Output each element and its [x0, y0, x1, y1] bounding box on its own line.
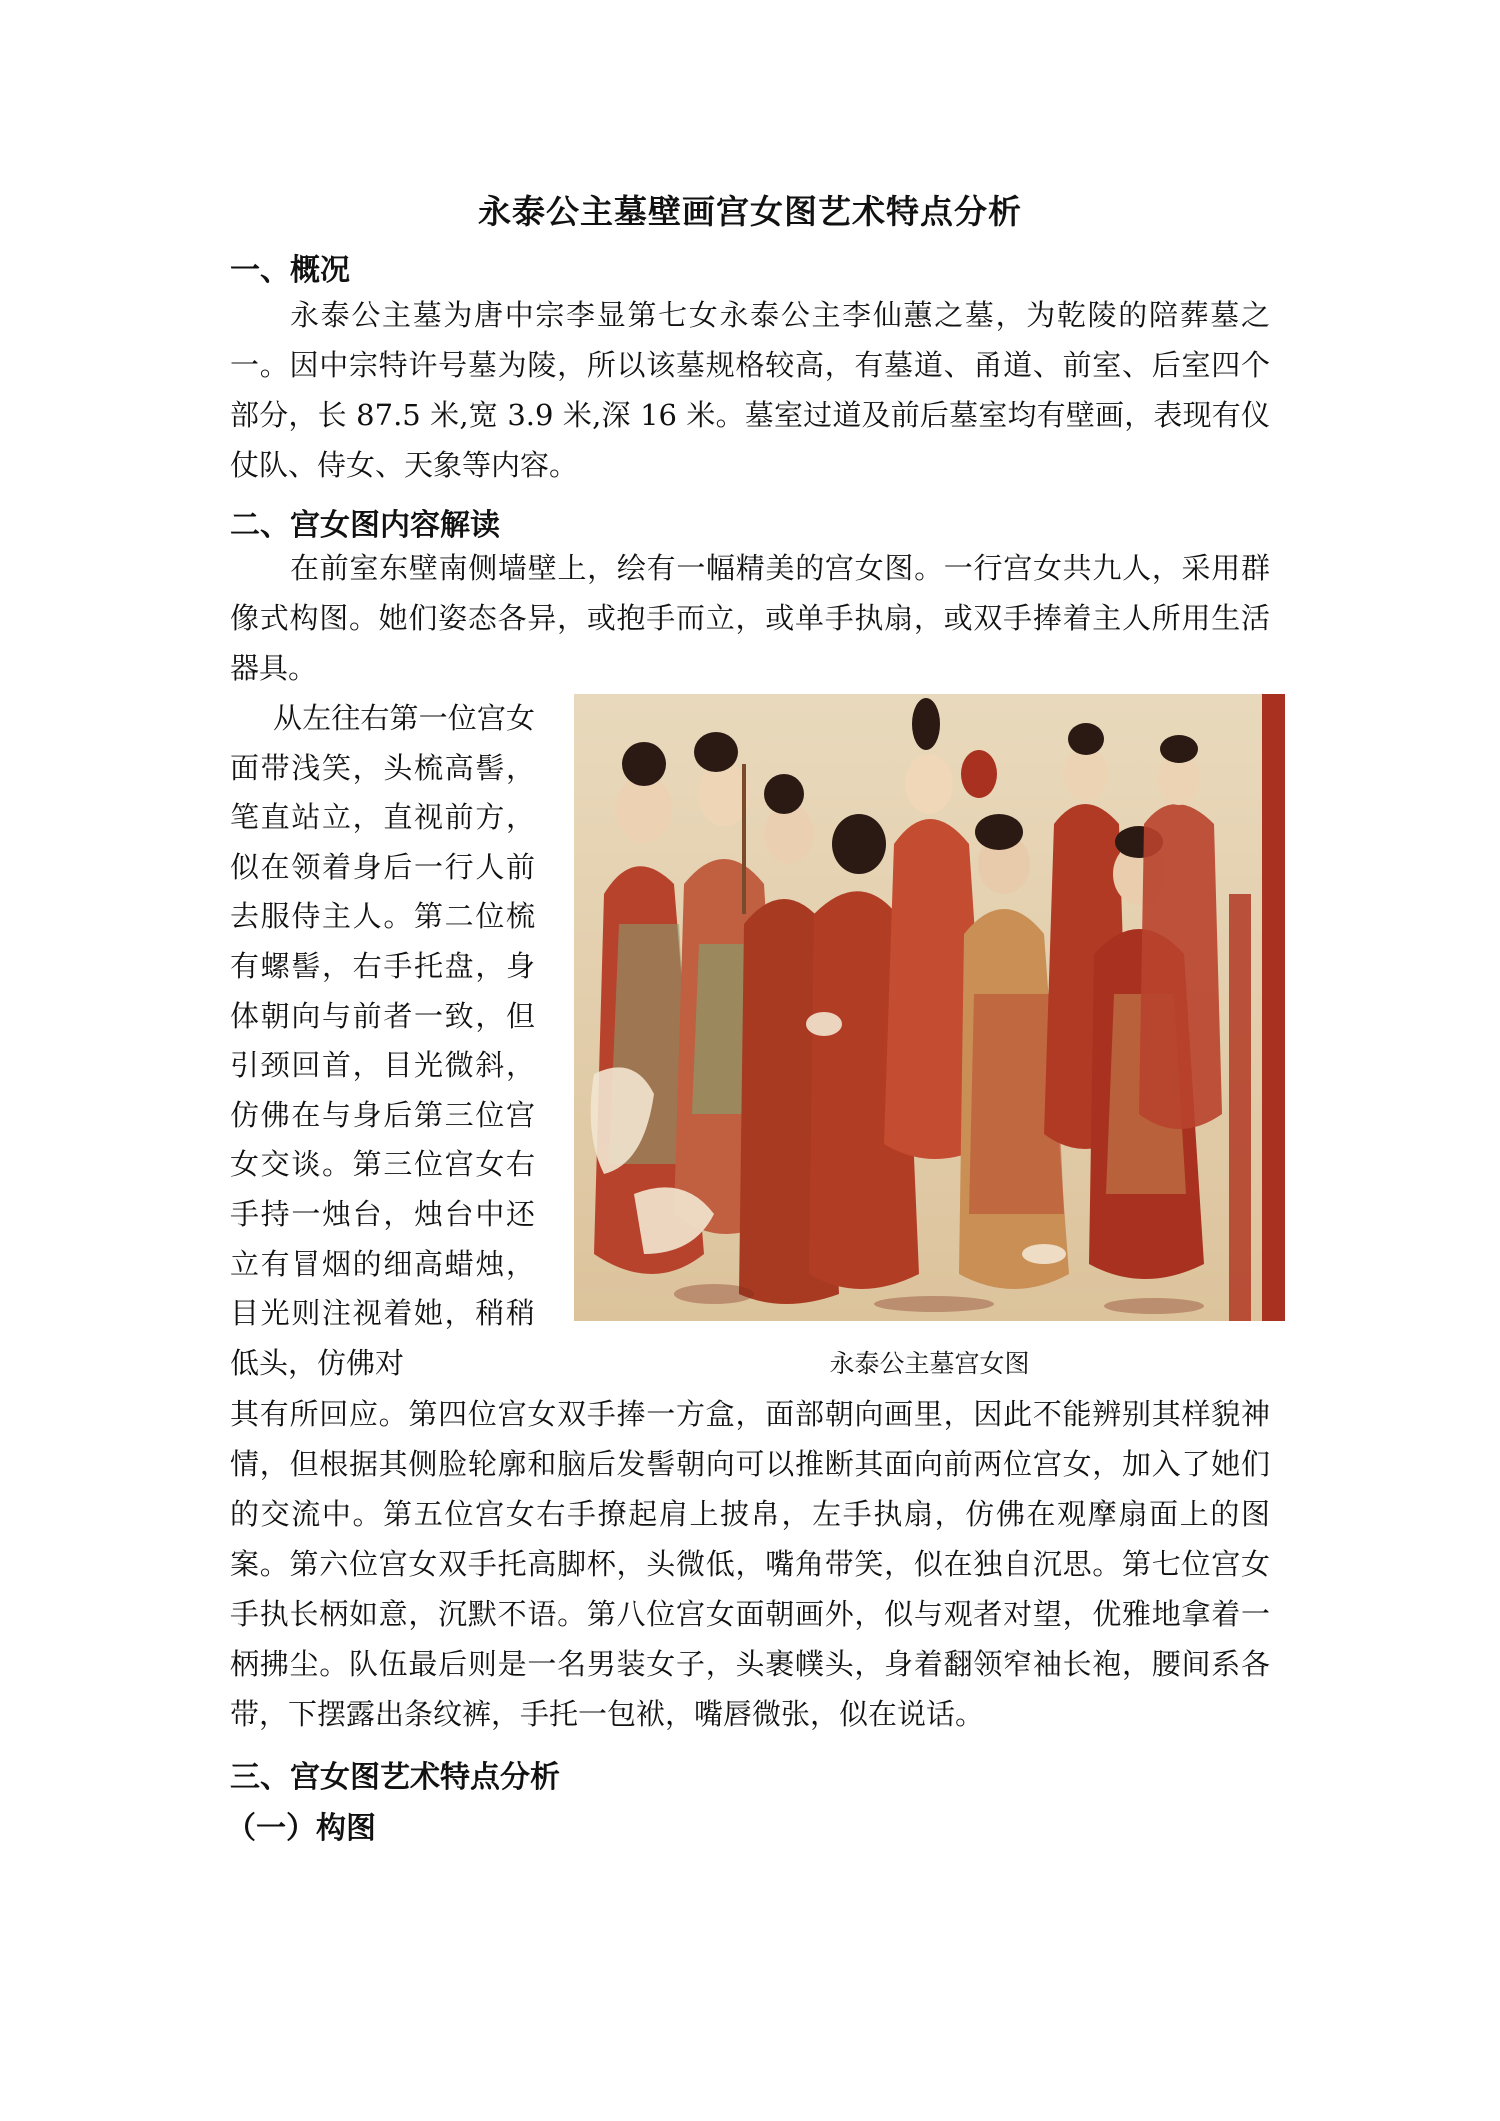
- section-heading-analysis: 三、宫女图艺术特点分析: [230, 1760, 560, 1795]
- figure-caption: 永泰公主墓宫女图: [829, 1349, 1030, 1378]
- paragraph-figures-part2: 其有所回应。第四位宫女双手捧一方盒，面部朝向画里，因此不能辨别其样貌神情，但根据其侧脸轮廓和脑后发髻朝向可以推断其面向前两位宫女，加入了她们的交流中。第五位宫女右手撩起肩上披帛，左手执扇，仿佛在观摩扇面上的图案。第六位宫女双手托高脚杯，头微低，嘴角带笑，似在独自沉思。第七位宫女手执长柄如意，沉默不语。第八位宫女面朝画外，似与观者对望，优雅地拿着一柄拂尘。队伍最后则是一名男装女子，头裹幞头，身着翻领窄袖长袍，腰间系各带，下摆露出条纹裤，手托一包袱，嘴唇微张，似在说话。: [230, 1397, 1270, 1731]
- paragraph-figures-part1: 从左往右第一位宫女面带浅笑，头梳高髻，笔直站立，直视前方，似在领着身后一行人前去服侍主人。第二位梳有螺髻，右手托盘，身体朝向与前者一致，但引颈回首，目光微斜，仿佛在与身后第三位宫女交谈。第三位宫女右手持一烛台，烛台中还立有冒烟的细高蜡烛，目光则注视着她，稍稍低头，仿佛对: [230, 701, 535, 1380]
- section-heading-overview: 一、概况: [230, 253, 350, 288]
- section-heading-content: 二、宫女图内容解读: [230, 508, 500, 543]
- paragraph-content-intro: 在前室东壁南侧墙壁上，绘有一幅精美的宫女图。一行宫女共九人，采用群像式构图。她们姿态各异，或抱手而立，或单手执扇，或双手捧着主人所用生活器具。: [230, 551, 1270, 685]
- subsection-heading-composition: （一）构图: [226, 1811, 376, 1846]
- page-title: 永泰公主墓壁画宫女图艺术特点分析: [478, 192, 1022, 231]
- paragraph-overview: 永泰公主墓为唐中宗李显第七女永泰公主李仙蕙之墓，为乾陵的陪葬墓之一。因中宗特许号墓为陵，所以该墓规格较高，有墓道、甬道、前室、后室四个部分，长 87.5 米,宽 3.9 米,深 16 米。墓室过道及前后墓室均有壁画，表现有仪仗队、侍女、天象等内容。: [230, 298, 1270, 482]
- mural-image: [574, 694, 1285, 1321]
